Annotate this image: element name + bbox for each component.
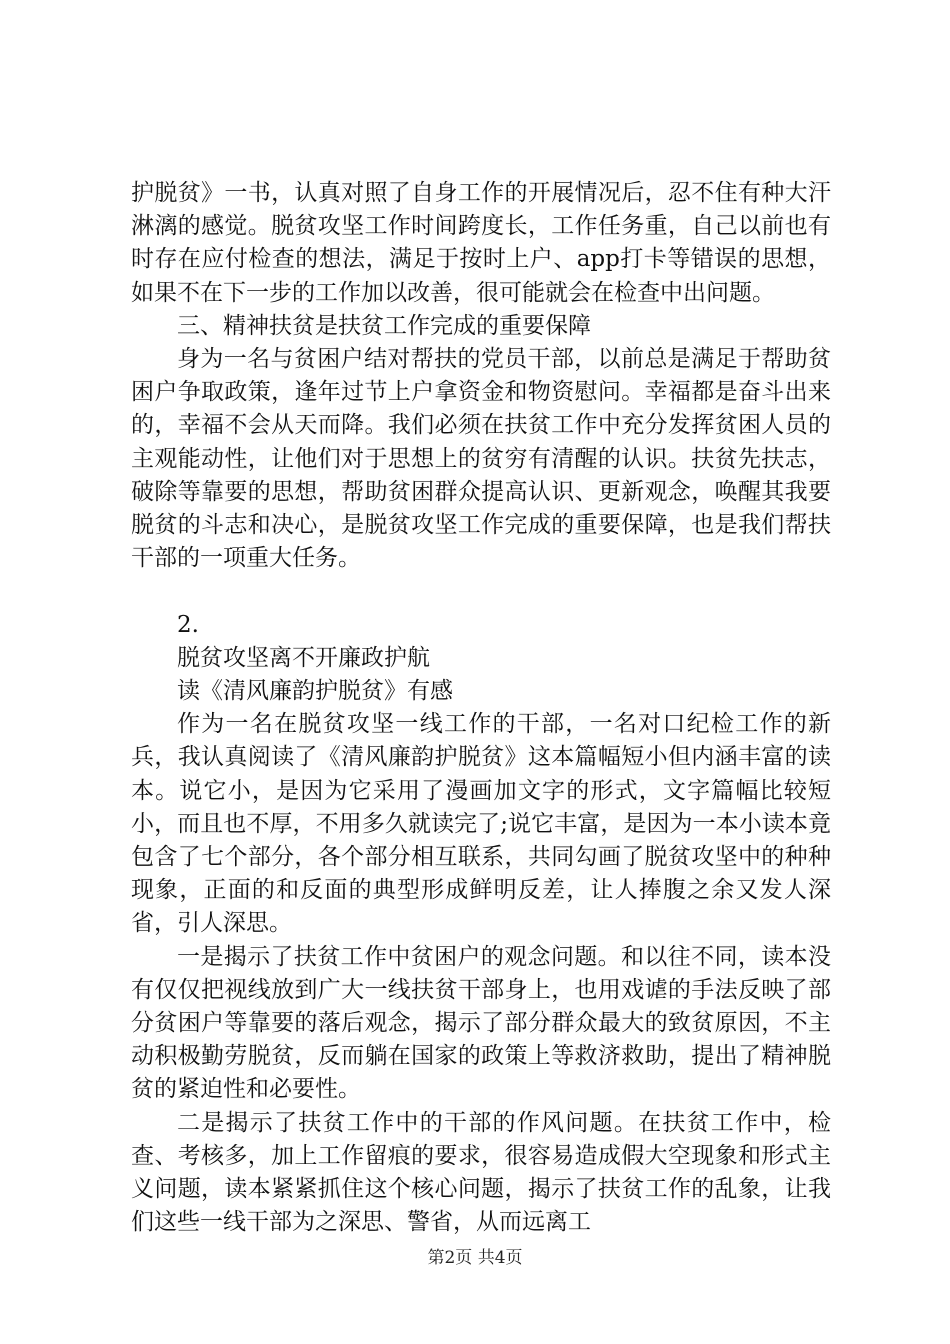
page-number-footer: 第2页 共4页 [427, 1248, 523, 1268]
paragraph: 一是揭示了扶贫工作中贫困户的观念问题。和以往不同，读本没有仅仅把视线放到广大一线扶贫干部身上，也用戏谑的手法反映了部分贫困户等靠要的落后观念，揭示了部分群众最大的致贫原因，不主动积极勤劳脱贫，反而躺在国家的政策上等救济救助，提出了精神脱贫的紧迫性和必要性。 [131, 943, 831, 1103]
paragraph-continued: 护脱贫》一书，认真对照了自身工作的开展情况后，忍不住有种大汗淋漓的感觉。脱贫攻坚工作时间跨度长，工作任务重，自己以前也有时存在应付检查的想法，满足于按时上户、app打卡等错误的思想，如果不在下一步的工作加以改善，很可能就会在检查中出问题。 [131, 180, 831, 306]
paragraph: 二是揭示了扶贫工作中的干部的作风问题。在扶贫工作中，检查、考核多，加上工作留痕的要求，很容易造成假大空现象和形式主义问题，读本紧紧抓住这个核心问题，揭示了扶贫工作的乱象，让我们这些一线干部为之深思、警省，从而远离工 [131, 1109, 831, 1236]
blank-line [131, 575, 831, 608]
section-number: 2. [177, 611, 199, 638]
paragraph: 身为一名与贫困户结对帮扶的党员干部，以前总是满足于帮助贫困户争取政策，逢年过节上户拿资金和物资慰问。幸福都是奋斗出来的，幸福不会从天而降。我们必须在扶贫工作中充分发挥贫困人员的主观能动性，让他们对于思想上的贫穷有清醒的认识。扶贫先扶志，破除等靠要的思想，帮助贫困群众提高认识、更新观念，唤醒其我要脱贫的斗志和决心，是脱贫攻坚工作完成的重要保障，也是我们帮扶干部的一项重大任务。 [131, 346, 831, 572]
section-heading: 三、精神扶贫是扶贫工作完成的重要保障 [177, 312, 591, 339]
paragraph: 作为一名在脱贫攻坚一线工作的干部，一名对口纪检工作的新兵，我认真阅读了《清风廉韵护脱贫》这本篇幅短小但内涵丰富的读本。说它小，是因为它采用了漫画加文字的形式，文字篇幅比较短小，而且也不厚，不用多久就读完了;说它丰富，是因为一本小读本竟包含了七个部分，各个部分相互联系，共同勾画了脱贫攻坚中的种种现象，正面的和反面的典型形成鲜明反差，让人捧腹之余又发人深省，引人深思。 [131, 711, 831, 937]
document-body [131, 177, 831, 1239]
article-subtitle: 读《清风廉韵护脱贫》有感 [177, 678, 453, 705]
article-title: 脱贫攻坚离不开廉政护航 [177, 644, 430, 671]
